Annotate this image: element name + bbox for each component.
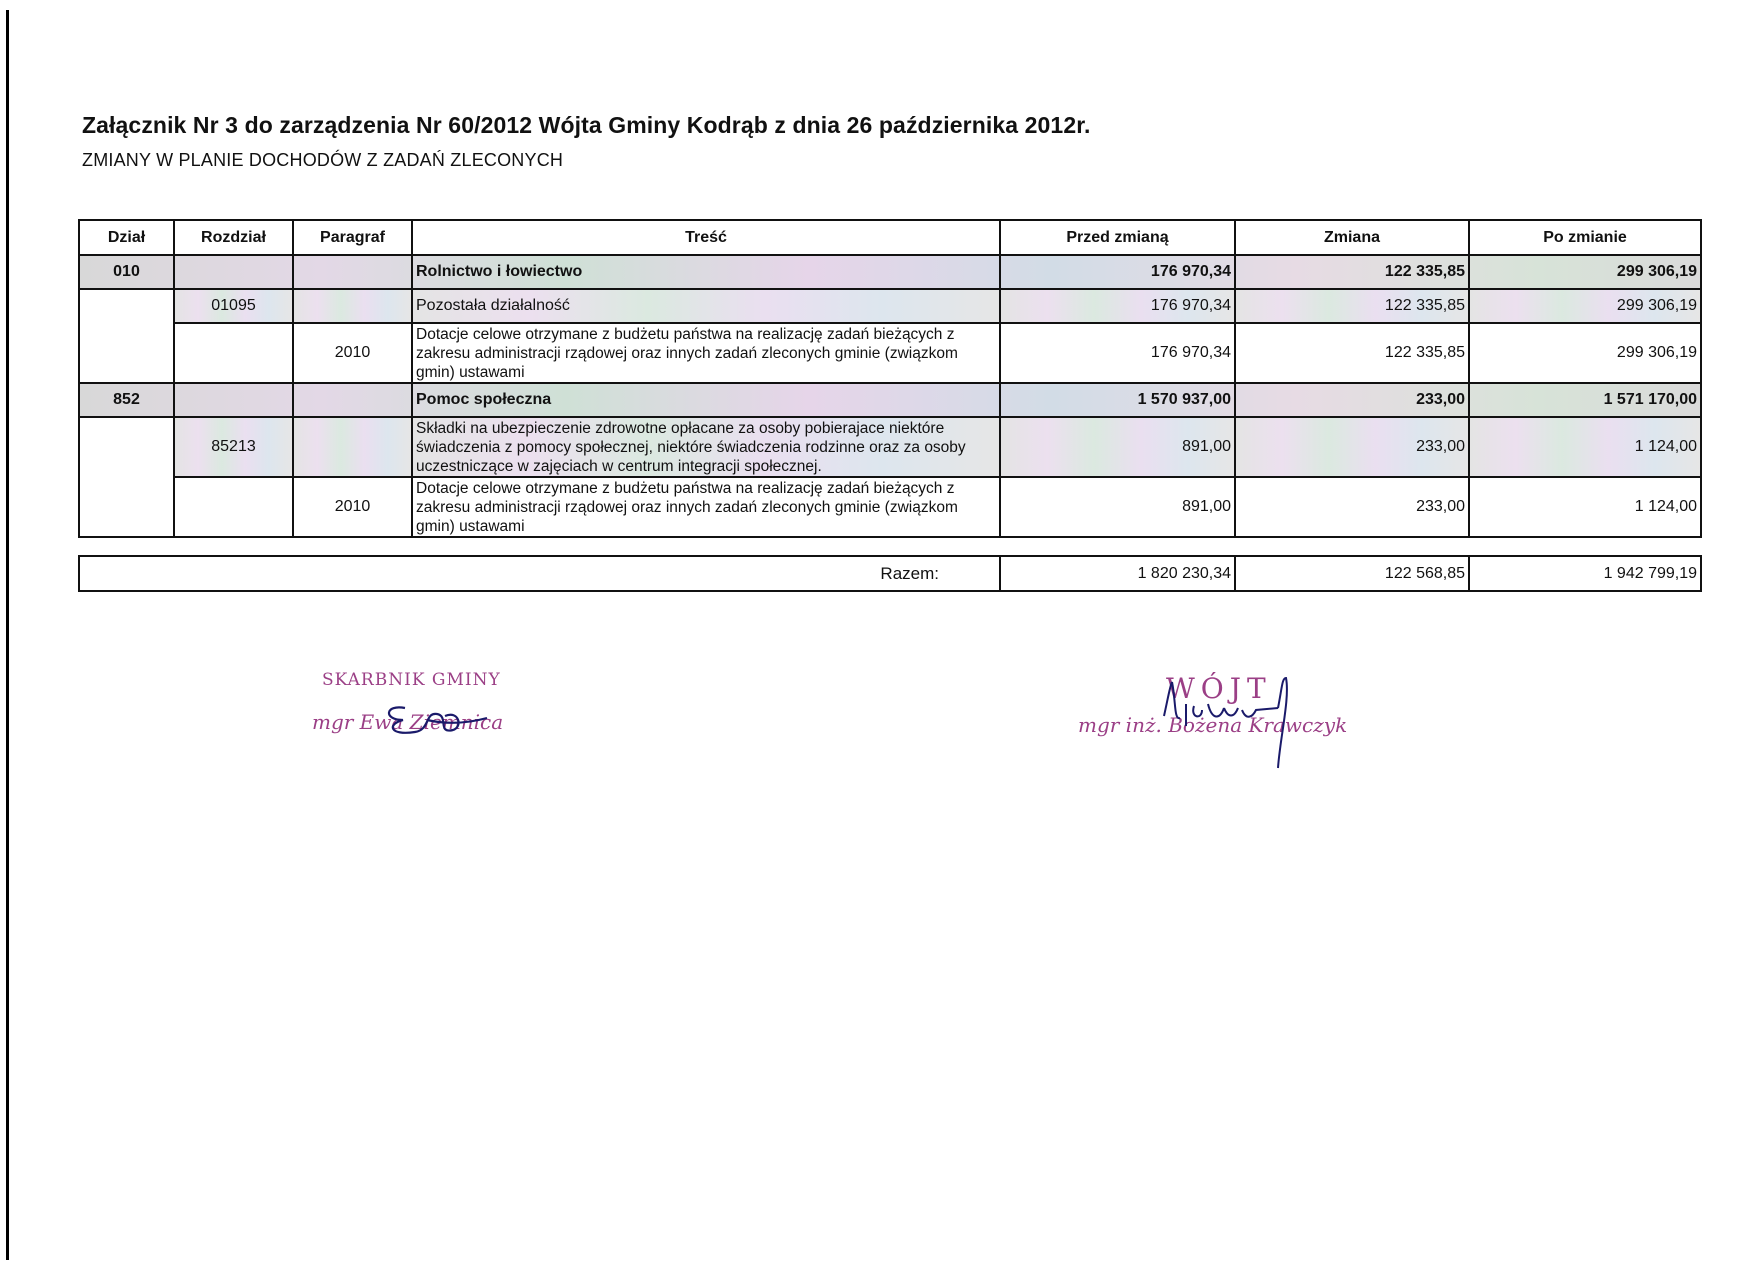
income-changes-table [78,219,1702,538]
mayor-stamp-name: mgr inż. Bożena Krawczyk [1078,713,1348,737]
cell-dzial: 010 [79,255,174,289]
cell-rozdzial: 85213 [174,417,293,477]
cell-paragraf [293,255,412,289]
col-header-zmiana: Zmiana [1235,220,1469,255]
mayor-stamp-title: WÓJT [1166,672,1272,705]
col-header-paragraf: Paragraf [293,220,412,255]
summary-row [79,556,1701,591]
cell-rozdzial [174,383,293,417]
cell-po: 299 306,19 [1469,323,1701,383]
summary-zmiana: 122 568,85 [1235,556,1469,591]
table-row-dzial-010 [79,255,1701,289]
cell-zmiana: 233,00 [1235,477,1469,537]
cell-po: 1 571 170,00 [1469,383,1701,417]
cell-po: 1 124,00 [1469,477,1701,537]
col-header-przed-zmiana: Przed zmianą [1000,220,1235,255]
cell-zmiana: 233,00 [1235,417,1469,477]
summary-po: 1 942 799,19 [1469,556,1701,591]
cell-rozdzial [174,323,293,383]
summary-przed: 1 820 230,34 [1000,556,1235,591]
col-header-rozdzial: Rozdział [174,220,293,255]
cell-paragraf: 2010 [293,323,412,383]
cell-tresc: Pomoc społeczna [412,383,1000,417]
cell-tresc: Rolnictwo i łowiectwo [412,255,1000,289]
cell-paragraf [293,289,412,323]
table-row-dzial-852 [79,383,1701,417]
treasurer-signature [375,690,495,740]
cell-przed: 891,00 [1000,417,1235,477]
cell-rozdzial [174,255,293,289]
col-header-dzial: Dział [79,220,174,255]
cell-przed: 176 970,34 [1000,323,1235,383]
cell-po: 299 306,19 [1469,255,1701,289]
table-row-paragraf-2010-a [79,323,1701,383]
cell-przed: 176 970,34 [1000,289,1235,323]
cell-paragraf [293,383,412,417]
cell-tresc: Dotacje celowe otrzymane z budżetu państwa na realizację zadań bieżących z zakresu administracji rządowej oraz innych zadań zleconych gminie (związkom gmin) ustawami [412,323,1000,383]
treasurer-stamp-title: SKARBNIK GMINY [322,670,501,690]
table-row-rozdzial-85213 [79,417,1701,477]
cell-paragraf [293,417,412,477]
summary-table [78,555,1702,592]
table-row-rozdzial-01095 [79,289,1701,323]
cell-po: 1 124,00 [1469,417,1701,477]
mayor-signature [1150,668,1320,778]
summary-label: Razem: [79,556,1000,591]
cell-tresc: Dotacje celowe otrzymane z budżetu państwa na realizację zadań bieżących z zakresu administracji rządowej oraz innych zadań zleconych gminie (związkom gmin) ustawami [412,477,1000,537]
cell-zmiana: 122 335,85 [1235,255,1469,289]
cell-zmiana: 233,00 [1235,383,1469,417]
table-header-row [79,220,1701,255]
page-title: Załącznik Nr 3 do zarządzenia Nr 60/2012 Wójta Gminy Kodrąb z dnia 26 października 2012r. [82,112,1091,138]
cell-paragraf: 2010 [293,477,412,537]
page-subtitle: ZMIANY W PLANIE DOCHODÓW Z ZADAŃ ZLECONYCH [82,150,564,170]
cell-przed: 176 970,34 [1000,255,1235,289]
table-row-paragraf-2010-b [79,477,1701,537]
cell-zmiana: 122 335,85 [1235,289,1469,323]
cell-po: 299 306,19 [1469,289,1701,323]
cell-dzial: 852 [79,383,174,417]
cell-dzial [79,417,174,537]
scan-edge-line [6,10,9,1260]
cell-przed: 1 570 937,00 [1000,383,1235,417]
treasurer-stamp-name: mgr Ewa Ziemnica [312,710,504,734]
col-header-tresc: Treść [412,220,1000,255]
col-header-po-zmianie: Po zmianie [1469,220,1701,255]
cell-rozdzial: 01095 [174,289,293,323]
cell-przed: 891,00 [1000,477,1235,537]
cell-tresc: Składki na ubezpieczenie zdrowotne opłacane za osoby pobierajace niektóre świadczenia z pomocy społecznej, niektóre świadczenia rodzinne oraz za osoby uczestniczące w zajęciach w centrum integracji społecznej. [412,417,1000,477]
cell-tresc: Pozostała działalność [412,289,1000,323]
cell-rozdzial [174,477,293,537]
cell-dzial [79,289,174,383]
cell-zmiana: 122 335,85 [1235,323,1469,383]
